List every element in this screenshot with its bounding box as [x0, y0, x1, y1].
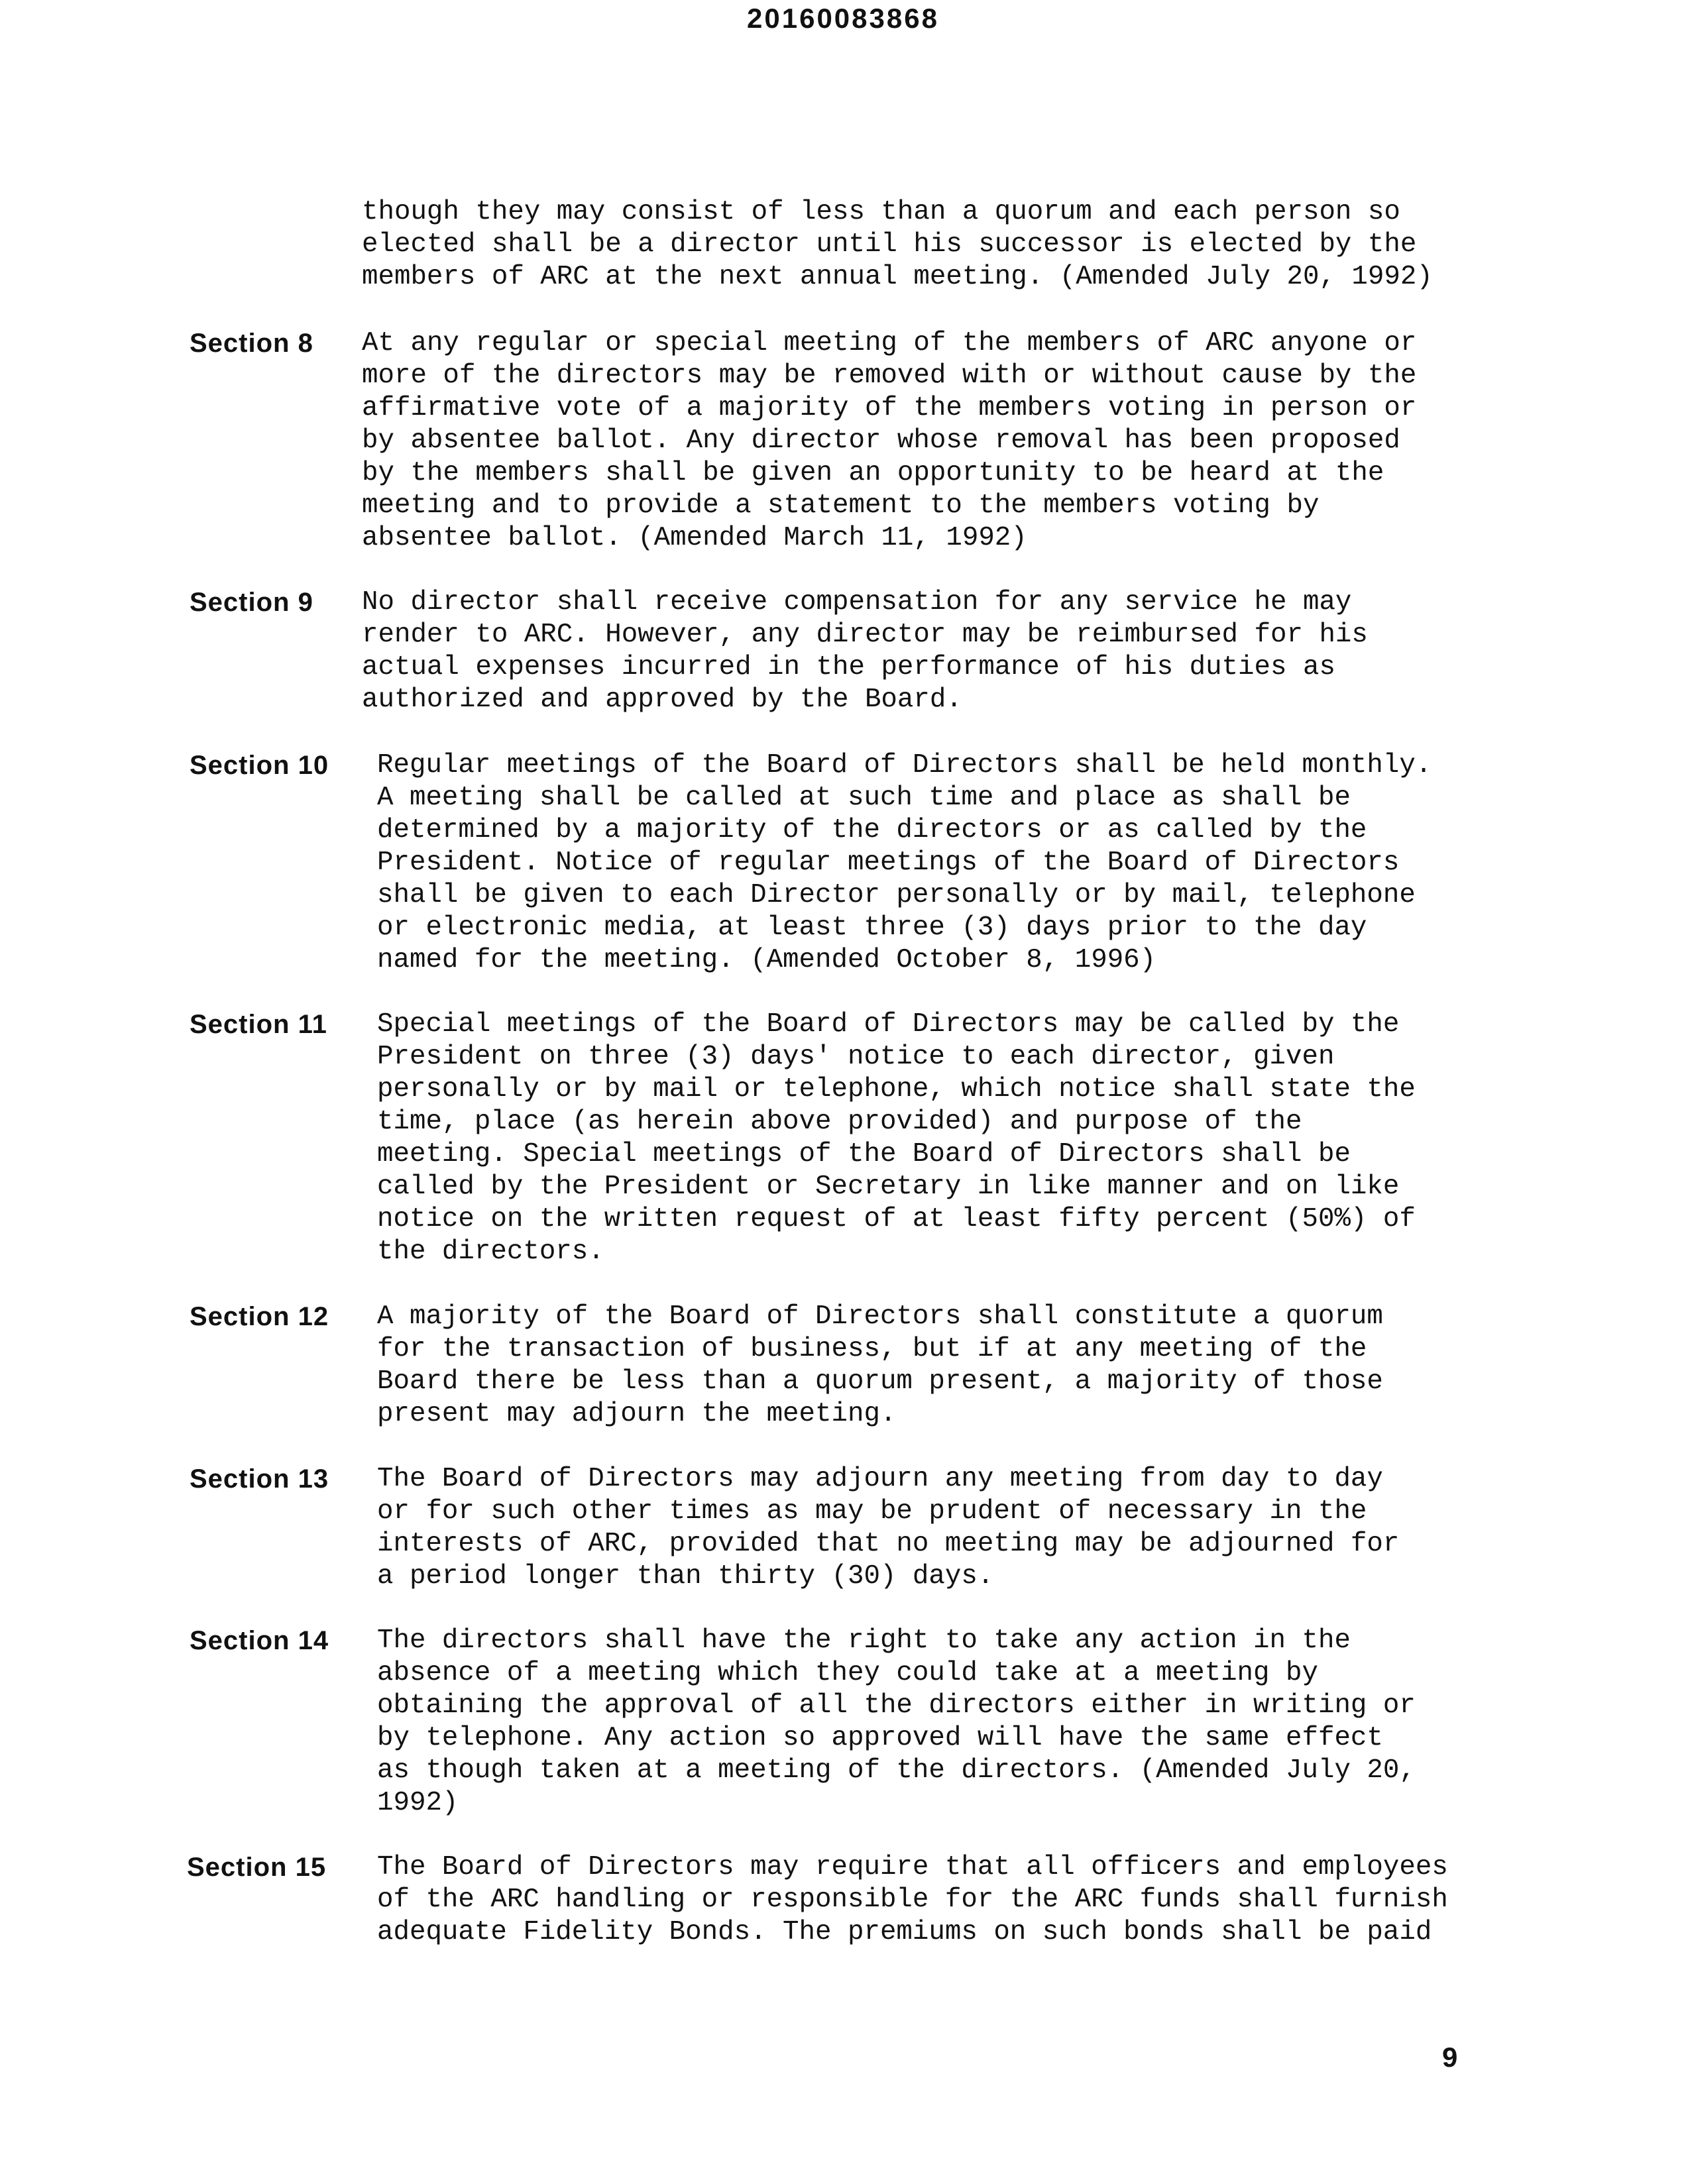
section-text-line: absentee ballot. (Amended March 11, 1992) — [362, 523, 1027, 553]
section-text-line: shall be given to each Director personally or by mail, telephone — [377, 880, 1416, 910]
section-label: Section 8 — [190, 329, 313, 358]
section-label: Section 11 — [190, 1010, 327, 1039]
section-text-line: present may adjourn the meeting. — [377, 1399, 897, 1429]
section-label: Section 12 — [190, 1302, 329, 1331]
paragraph-line: members of ARC at the next annual meeting. (Amended July 20, 1992) — [362, 262, 1433, 292]
section-label: Section 14 — [190, 1626, 329, 1655]
section-text-line: a period longer than thirty (30) days. — [377, 1561, 994, 1592]
section-text-line: the directors. — [377, 1236, 604, 1267]
section-text-line: President on three (3) days' notice to each director, given — [377, 1042, 1335, 1072]
section-text-line: or for such other times as may be prudent of necessary in the — [377, 1496, 1367, 1527]
section-text-line: personally or by mail or telephone, which notice shall state the — [377, 1074, 1416, 1105]
section-text-line: President. Notice of regular meetings of the Board of Directors — [377, 847, 1400, 878]
section-text-line: Regular meetings of the Board of Directors shall be held monthly. — [377, 750, 1432, 781]
section-text-line: At any regular or special meeting of the members of ARC anyone or — [362, 328, 1417, 358]
section-text-line: meeting. Special meetings of the Board of Directors shall be — [377, 1139, 1351, 1170]
section-label: Section 13 — [190, 1464, 329, 1494]
section-text-line: render to ARC. However, any director may be reimbursed for his — [362, 620, 1368, 650]
section-text-line: time, place (as herein above provided) and purpose of the — [377, 1107, 1302, 1137]
section-text-line: by the members shall be given an opportunity to be heard at the — [362, 458, 1384, 488]
section-text-line: for the transaction of business, but if at any meeting of the — [377, 1334, 1367, 1364]
section-text-line: The Board of Directors may require that all officers and employees — [377, 1852, 1448, 1883]
section-text-line: adequate Fidelity Bonds. The premiums on such bonds shall be paid — [377, 1917, 1432, 1947]
section-text-line: of the ARC handling or responsible for the ARC funds shall furnish — [377, 1884, 1448, 1915]
section-label: Section 15 — [187, 1853, 327, 1882]
section-text-line: absence of a meeting which they could take at a meeting by — [377, 1658, 1318, 1688]
section-text-line: 1992) — [377, 1788, 459, 1818]
section-text-line: The directors shall have the right to take any action in the — [377, 1625, 1351, 1656]
section-text-line: Board there be less than a quorum present, a majority of those — [377, 1366, 1383, 1397]
section-text-line: interests of ARC, provided that no meeting may be adjourned for — [377, 1529, 1400, 1559]
document-number: 20160083868 — [747, 3, 939, 34]
section-text-line: more of the directors may be removed with or without cause by the — [362, 360, 1417, 391]
section-text-line: by telephone. Any action so approved will have the same effect — [377, 1723, 1383, 1753]
section-text-line: The Board of Directors may adjourn any meeting from day to day — [377, 1464, 1383, 1494]
section-text-line: No director shall receive compensation for any service he may — [362, 587, 1352, 618]
section-text-line: by absentee ballot. Any director whose removal has been proposed — [362, 425, 1400, 456]
paragraph-line: though they may consist of less than a quorum and each person so — [362, 197, 1400, 227]
section-text-line: actual expenses incurred in the performance of his duties as — [362, 652, 1335, 682]
paragraph-line: elected shall be a director until his successor is elected by the — [362, 229, 1417, 260]
section-text-line: authorized and approved by the Board. — [362, 684, 962, 715]
section-text-line: notice on the written request of at least fifty percent (50%) of — [377, 1204, 1416, 1234]
section-text-line: affirmative vote of a majority of the members voting in person or — [362, 393, 1417, 423]
section-label: Section 9 — [190, 588, 313, 617]
section-text-line: as though taken at a meeting of the directors. (Amended July 20, — [377, 1755, 1416, 1786]
section-text-line: determined by a majority of the directors or as called by the — [377, 815, 1367, 846]
section-text-line: meeting and to provide a statement to the members voting by — [362, 490, 1320, 521]
section-text-line: named for the meeting. (Amended October 8, 1996) — [377, 945, 1156, 975]
section-label: Section 10 — [190, 751, 329, 780]
section-text-line: obtaining the approval of all the directors either in writing or — [377, 1690, 1416, 1721]
page-number: 9 — [1442, 2042, 1458, 2073]
section-text-line: Special meetings of the Board of Directors may be called by the — [377, 1009, 1400, 1040]
section-text-line: or electronic media, at least three (3) days prior to the day — [377, 912, 1367, 943]
section-text-line: A majority of the Board of Directors shall constitute a quorum — [377, 1301, 1383, 1332]
section-text-line: A meeting shall be called at such time and place as shall be — [377, 783, 1351, 813]
section-text-line: called by the President or Secretary in like manner and on like — [377, 1172, 1400, 1202]
